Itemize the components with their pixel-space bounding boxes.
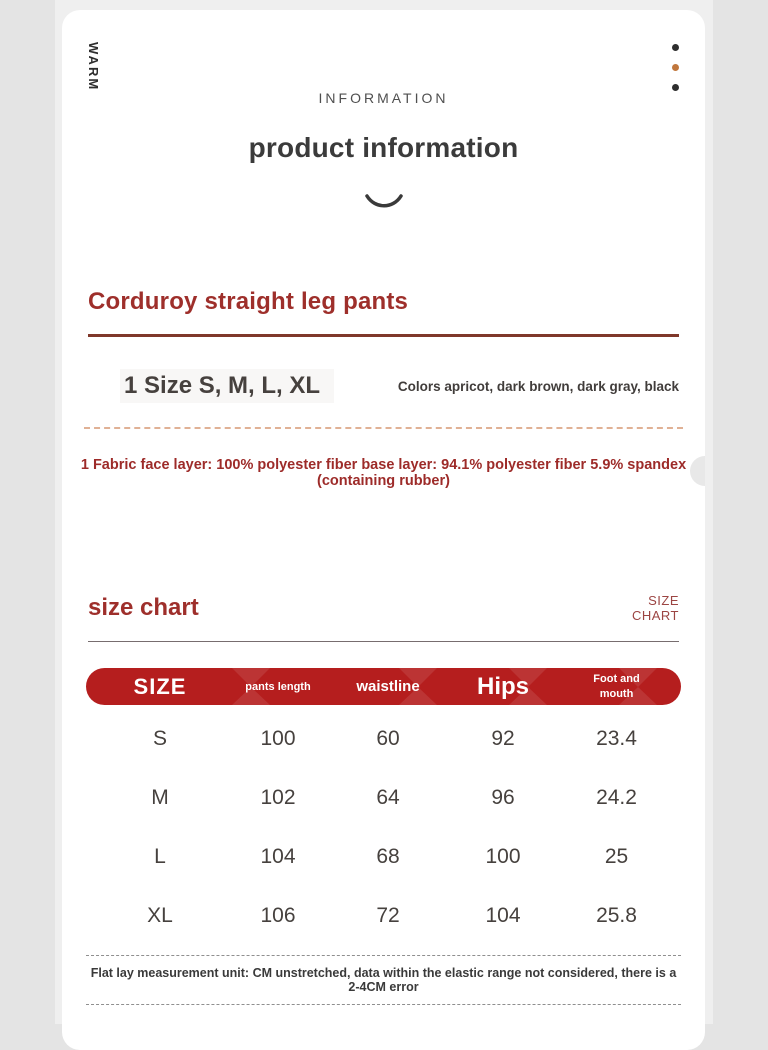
column-header-hips: Hips bbox=[476, 672, 529, 700]
size-options-label: 1 Size S, M, L, XL bbox=[120, 369, 334, 403]
value-cell: 68 bbox=[376, 844, 400, 868]
value-cell: 25 bbox=[604, 844, 629, 868]
corner-label-line: CHART bbox=[631, 608, 679, 624]
pagination-dots bbox=[672, 44, 679, 91]
size-table-header bbox=[86, 668, 681, 705]
value-cell: 106 bbox=[260, 903, 296, 927]
column-header-foot-and-mouth: Foot and mouth bbox=[593, 673, 640, 700]
size-cell: XL bbox=[147, 903, 173, 927]
size-table-rows bbox=[86, 709, 681, 945]
size-chart-heading: size chart bbox=[88, 594, 199, 622]
thin-divider bbox=[88, 641, 679, 643]
dashed-divider bbox=[86, 1004, 681, 1005]
value-cell: 102 bbox=[260, 785, 296, 809]
section-eyebrow: INFORMATION bbox=[318, 90, 449, 106]
size-chart-header bbox=[88, 593, 679, 624]
size-colors-row bbox=[88, 369, 679, 403]
value-cell: 24.2 bbox=[596, 785, 637, 809]
color-options-label: Colors apricot, dark brown, dark gray, black bbox=[397, 378, 679, 394]
dotted-divider bbox=[84, 427, 683, 429]
value-cell: 64 bbox=[376, 785, 400, 809]
table-row bbox=[86, 709, 681, 768]
dashed-divider bbox=[86, 955, 681, 956]
table-row bbox=[86, 827, 681, 886]
value-cell: 96 bbox=[491, 785, 515, 809]
value-cell: 60 bbox=[376, 726, 400, 750]
table-row bbox=[86, 768, 681, 827]
measurement-note: Flat lay measurement unit: CM unstretched, data within the elastic range not considered, there is a 2-4CM error bbox=[90, 966, 677, 995]
red-divider bbox=[88, 334, 679, 337]
fabric-composition: 1 Fabric face layer: 100% polyester fiber base layer: 94.1% polyester fiber 5.9% spandex (containing rubber) bbox=[80, 457, 687, 489]
value-cell: 72 bbox=[376, 903, 400, 927]
size-cell: M bbox=[151, 785, 169, 809]
dot-icon bbox=[672, 84, 679, 91]
product-info-card bbox=[62, 10, 705, 1050]
value-cell: 25.8 bbox=[596, 903, 637, 927]
table-row bbox=[86, 886, 681, 945]
value-cell: 23.4 bbox=[596, 726, 637, 750]
size-cell: S bbox=[152, 726, 167, 750]
value-cell: 100 bbox=[260, 726, 296, 750]
product-name: Corduroy straight leg pants bbox=[88, 288, 409, 315]
value-cell: 104 bbox=[260, 844, 296, 868]
page-title: product information bbox=[248, 132, 519, 163]
value-cell: 100 bbox=[485, 844, 521, 868]
column-header-pants-length: pants length bbox=[245, 680, 311, 693]
smile-arc-icon bbox=[362, 192, 406, 212]
vertical-brand-label: WARM bbox=[86, 42, 101, 92]
dot-icon-active bbox=[672, 64, 679, 71]
value-cell: 104 bbox=[485, 903, 521, 927]
corner-label-line: SIZE bbox=[648, 593, 679, 608]
value-cell: 92 bbox=[491, 726, 515, 750]
size-chart-corner-label bbox=[632, 593, 679, 624]
column-header-size: SIZE bbox=[133, 673, 187, 699]
dot-icon bbox=[672, 44, 679, 51]
size-cell: L bbox=[154, 844, 166, 868]
column-header-waistline: waistline bbox=[356, 678, 420, 696]
